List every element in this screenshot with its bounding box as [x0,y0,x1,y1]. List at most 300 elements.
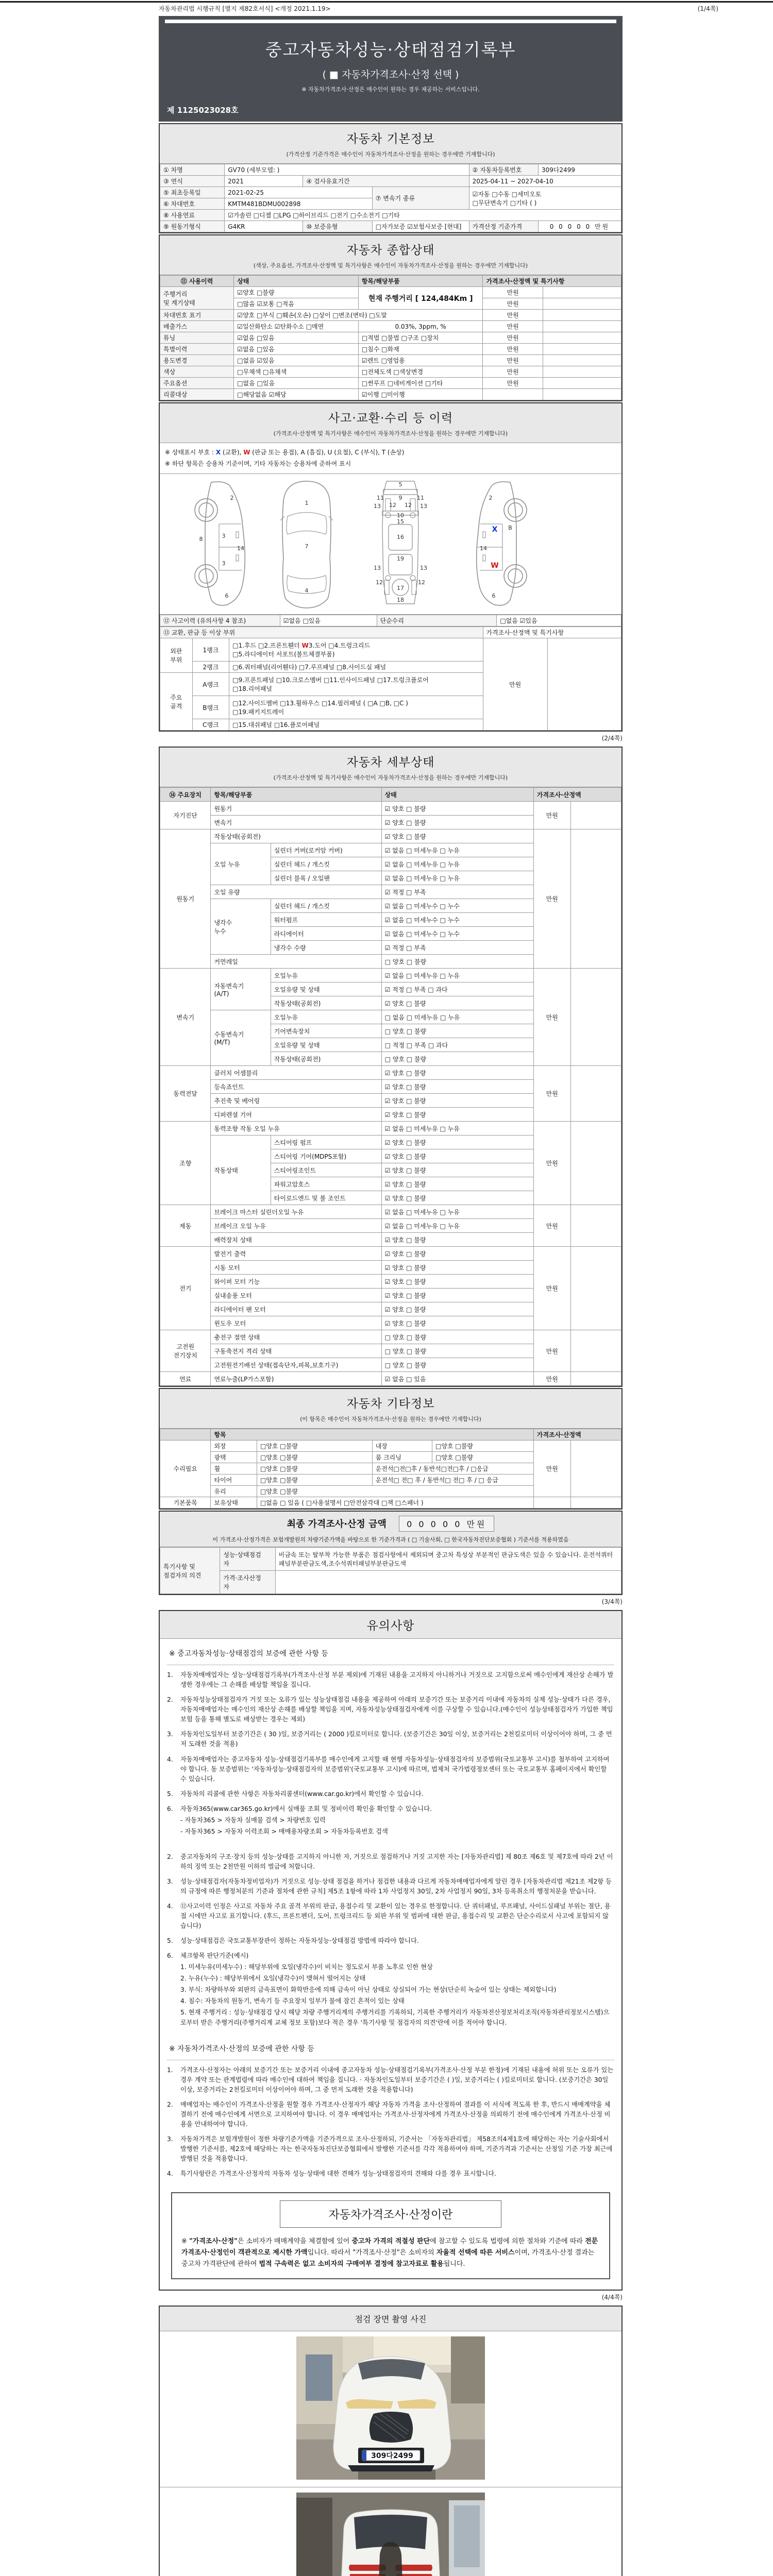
cell: 오일유량 및 상태 [271,1038,381,1052]
cell: ☑없음 □있음 [234,344,359,355]
cell: 브레이크 오일 누유 [211,1219,381,1233]
photo-rear-image [296,2493,485,2576]
cell: ☑ 없음 □ 미세누유 □ 누유 [381,1219,533,1233]
cell [483,389,543,400]
cell: 만원 [533,1330,570,1372]
basic-info-title: 자동차 기본정보 [346,132,435,146]
cell: 용도변경 [160,355,234,366]
cell: □많음 ☑보통 □적음 [234,298,359,310]
cell [533,1497,570,1509]
diagram-label: 13 [420,565,427,572]
cell: ☑자동 □수동 □세미오토 □무단변속기 □기타 ( ) [469,187,621,210]
document-number: 제 1125023028호 [167,106,239,115]
cell: ☑ 양호 □ 불량 [381,1177,533,1191]
cell: B랭크 [192,696,229,719]
diagram-label: 8 [199,536,203,543]
cell: ☑ 양호 □ 불량 [381,1275,533,1289]
cell: 2랭크 [192,662,229,673]
notice-sub1: ※ 중고자동차성능·상태점검의 보증에 관한 사항 등 [167,1642,614,1665]
cell: 항목/해당부품 [211,788,381,802]
cell: ⑪ 사용이력 [160,276,234,287]
section-basic-info [159,123,623,233]
diagram-label: 3 [222,560,226,567]
cell: 연료누출(LP가스포함) [211,1372,381,1386]
cell: □12.사이드멤버 □13.휠하우스 □14.필러패널 ( □A □B, □C ) □19.패키지트레이 [229,696,483,719]
top-view [280,481,333,608]
cell: 만원 [483,366,543,378]
cell: ☑ 양호 □ 불량 [381,1247,533,1261]
cell: □ 없음 □ 미세누유 □ 누유 [381,1010,533,1024]
cell [570,1122,621,1205]
cell: □침수 □화재 [358,344,483,355]
cell: 비금속 또는 탈부착 가능한 부품은 점검사항에서 제외되며 중고차 특성상 부분적인 판금도색은 있을 수 있습니다. 운전석쿼터패널부분판금도색,조수석쿼터패널부분판금도색 [275,1548,621,1571]
diagram-label: 10 [397,512,404,519]
cell: 냉각수 누수 [211,899,271,955]
cell: 2021-02-25 [225,187,372,198]
cell: 조향 [160,1122,211,1205]
cell [543,366,621,378]
notice-item: 1. 자동차매매업자는 성능·상태점검기록부(가격조사·산정 부분 제외)에 기재된 내용을 고지하지 아니하거나 거짓으로 고지함으로써 매수인에게 재산상 손해가 발생한 경우에는 그 손해를 배상할 책임을 집니다. [167,1671,614,1689]
cell: 냉각수 수량 [271,941,381,955]
diagram-label: 2 [489,495,493,502]
notice-list-1 [167,1670,614,1837]
page-marker-3: (3/4쪽) [601,1598,623,1606]
cell [543,378,621,389]
cell: 주요 골격 [160,673,193,731]
cell: ☑ 없음 □ 있음 [381,1372,533,1386]
cell: 1랭크 [192,638,229,662]
cell: 고전원전기배선 상태(접속단자,피복,보호기구) [211,1358,381,1372]
cell: 발전기 출력 [211,1247,381,1261]
diagram-label: 4 [305,587,309,595]
cell: □적법 □불법 □구조 □장치 [358,332,483,344]
cell: 원동기 [160,829,211,969]
cell: □자가보증 ☑보험사보증 [현대] [372,221,469,232]
cell: □없음 □ 있음 ( □사용설명서 □안전삼각대 □잭 □스패너 ) [257,1497,533,1509]
cell: 성능·상태점검 자 [220,1548,275,1571]
car-diagram [160,474,621,615]
cell: ☑ 양호 □ 불량 [381,996,533,1010]
detail-state-header [160,748,621,787]
cell: ☑ 없음 □ 미세누유 □ 누유 [381,969,533,982]
cell: 스티어링 기어(MDPS포함) [271,1149,381,1163]
cell: ⑥ 차대번호 [160,198,225,210]
cell: 휠 [211,1463,257,1475]
cell: ☑일산화탄소 ☑탄화수소 □매연 [234,321,359,332]
cell: A랭크 [192,673,229,696]
diagram-label: 6 [492,592,496,600]
diagram-label: W [491,562,499,570]
legend-line-2: ※ 하단 항목은 승용차 기준이며, 기타 자동차는 승용차에 준하여 표시 [165,460,351,467]
diagram-label: 17 [397,585,404,592]
basic-info-subtitle: (가격산정 기준가격은 매수인이 자동차가격조사·산정을 원하는 경우에만 기재합니다) [286,151,495,158]
detail-state-title: 자동차 세부상태 [346,756,435,770]
cell: ☑양호 □불량 [234,287,359,298]
cell: 차대번호 표기 [160,310,234,321]
cell: ⑨ 원동기형식 [160,221,225,232]
diagram-label: 11 [417,495,424,502]
diagram-label: 13 [374,565,381,572]
cell: 수리필요 [160,1440,211,1497]
cell: □없음 □있음 [234,378,359,389]
cell: 실린더 커버(로커암 커버) [271,843,381,857]
cell: 오일 유량 [211,885,381,899]
diagram-label: 7 [305,543,309,550]
accident-header [160,403,621,443]
cell: 동력전달 [160,1066,211,1122]
detail-state-subtitle: (가격조사·산정액 및 특기사항은 매수인이 자동차가격조사·산정을 원하는 경우에만 기재합니다) [273,774,508,782]
cell: ☑ 없음 □ 미세누유 □ 누유 [381,1205,533,1219]
cell: 만원 [483,344,543,355]
cell: ☑ 양호 □ 불량 [381,1066,533,1080]
notice-item: 1. 가격조사·산정자는 아래의 보증기간 또는 보증거리 이내에 중고자동차 성능·상태점검기록부(가격조사·산정 부분 한정)에 기재된 내용에 허위 또는 오류가 있는 경우 계약 또는 관계법령에 따라 매수인에 대하여 책임을 집니다. · 자동차인도일부터 보증기간은 ( )일, 보증거리는 ( )킬로미터로 합니다. (보증기간은 30일 이상, 보증거리는 2천킬로미터 이상이어야 하며, 그 중 먼저 도래한 것을 적용합니다) [167,2066,614,2093]
cell: ☑ 없음 □ 미세누유 □ 누유 [381,871,533,885]
diagram-label: 14 [480,545,487,552]
cell: □양호 □불량 [257,1463,372,1475]
cell: 커먼레일 [211,955,381,969]
cell: 윈도우 모터 [211,1316,381,1330]
cell: □양호 □불량 [257,1486,533,1497]
cell: ⑦ 변속기 종류 [372,187,469,210]
cell: 오일 누유 [211,843,271,885]
cell: ① 차명 [160,164,225,176]
cell: ☑ 적정 □ 부족 [381,941,533,955]
cell: 룸 크리닝 [372,1452,432,1463]
cell: 만원 [533,1440,570,1497]
cell: ☑이행 □미이행 [358,389,483,400]
cell: 가격산정 기준가격 [469,221,538,232]
cell: ☑ 양호 □ 불량 [381,829,533,843]
etc-info-table [160,1429,621,1509]
cell: ② 자동차등록번호 [469,164,538,176]
photo-rear [160,2487,621,2576]
cell: ☑가솔린 □디젤 □LPG □하이브리드 □전기 □수소전기 □기타 [225,210,621,221]
cell [543,355,621,366]
cell: 제동 [160,1205,211,1247]
cell: ☑ 없음 □ 미세누유 □ 누유 [381,1122,533,1136]
detail-state-table [160,787,621,1386]
cell: 가격조사·산정액 및 특기사항 [483,276,621,287]
final-price-note: 이 가격조사·산정가격은 보험개발원의 차량기준가액을 바탕으로 한 기준가격과 ( □ 기술사회, □ 한국자동차진단보증협회 ) 기준서를 적용하였음 [212,1536,569,1544]
notice-item: 3. 자동차가격은 보험개발원이 정한 차량기준가액을 기준가격으로 조사·산정하되, 기준서는 「자동차관리법」 제58조의4제1호에 해당하는 자는 기술사회에서 발행한 기준서를, 제2호에 해당하는 자는 한국자동차진단보증협회에서 발행한 기준서를 각각 적용하여야 하며, 기준가격과 기준서는 산정일 기준 가장 최근에 발행된 것을 적용합니다. [167,2135,613,2162]
cell: □썬루프 □네비게이션 □기타 [358,378,483,389]
cell: 유리 [211,1486,257,1497]
cell: 실린더 헤드 / 개스킷 [271,899,381,913]
cell: ☑ 양호 □ 불량 [381,802,533,816]
cell: 만원 [483,298,543,310]
section-photos [159,2306,623,2576]
cell: □ 양호 □ 불량 [381,1358,533,1372]
notice-list-2 [167,1852,614,2028]
accident-title: 사고·교환·수리 등 이력 [328,412,453,425]
cell: ☑ 없음 □ 미세누수 □ 누수 [381,899,533,913]
document-subtitle: ( ■ 자동차가격조사·산정 선택 ) [322,69,459,80]
cell: 만원 [483,378,543,389]
diagram-label: 19 [397,555,404,563]
side-view-right [477,482,527,605]
cell: 현재 주행거리 [ 124,484Km ] [358,287,483,310]
notice-title: 유의사항 [366,1619,415,1633]
notice-item: 2. 중고자동차의 구조·장치 등의 성능·상태를 고지하지 아니한 자, 거짓으로 점검하거나 거짓 고지한 자는 [자동차관리법] 제 80조 제6호 및 제7호에 따라 2년 이하의 징역 또는 2천만원 이하의 벌금에 처합니다. [167,1853,613,1870]
notice-item: 3. 자동차인도일부터 보증기간은 ( 30 )일, 보증거리는 ( 2000 )킬로미터로 합니다. (보증기간은 30일 이상, 보증거리는 2천킬로미터 이상이어야 하며, 그 중 먼저 도래한 것을 적용) [167,1731,612,1748]
diagram-label: 9 [398,495,402,502]
diagram-label: 12 [389,502,396,509]
diagram-label: 11 [377,495,384,502]
diagram-label: 1 [305,500,309,507]
cell: 만원 [533,1247,570,1330]
cell: □ 양호 □ 불량 [381,1344,533,1358]
notice-list-3 [167,2065,614,2179]
cell: 시동 모터 [211,1261,381,1275]
side-view-left [195,482,245,605]
cell: 오일누유 [271,1010,381,1024]
diagram-label: 13 [374,503,381,510]
cell: 가격조사·산정액 [533,1429,621,1440]
cell: 배출가스 [160,321,234,332]
cell: ☑없음 □있음 [234,332,359,344]
cell: ③ 연식 [160,176,225,187]
cell: ☑ 양호 □ 불량 [381,1289,533,1302]
cell: ⑩ 보증유형 [303,221,372,232]
cell: 기본품목 [160,1497,211,1509]
diagram-label: 14 [237,545,244,552]
cell: 오일누유 [271,969,381,982]
diagram-label: X [492,526,498,534]
page-marker-4: (4/4쪽) [601,2294,623,2301]
cell: 만원 [533,1066,570,1122]
cell: 배력장치 상태 [211,1233,381,1247]
cell: 보유상태 [211,1497,257,1509]
form-reference: 자동차관리법 시행규칙 [별지 제82호서식] <개정 2021.1.19> [159,5,331,12]
cell [543,332,621,344]
cell: □ 적정 □ 부족 □ 과다 [381,1038,533,1052]
cell: □양호 □불량 [257,1452,372,1463]
notice-item: 4. 자동차매매업자는 중고자동차 성능·상태점검기록부를 매수인에게 고지할 때 현행 자동차성능·상태점검자의 보증범위(국토교통부 고시)를 첨부하여 고지하여야 합니다. 동 보증범위는 '자동차성능·상태점검자의 보증범위'(국토교통부 고시)에 따르며, 법제처 국가법령정보센터 또는 국토교통부 홈페이지에서 확인할 수 있습니다. [167,1755,610,1783]
notice-header [160,1611,621,1639]
cell: 라디에이터 팬 모터 [211,1302,381,1316]
cell: □ 양호 □ 불량 [381,955,533,969]
final-price-bar [159,1511,623,1547]
etc-info-title: 자동차 기타정보 [346,1397,435,1411]
cell: □없음 ☑있음 [497,615,621,626]
cell: 만원 [533,1122,570,1205]
diagram-label: B [508,524,512,532]
cell: □9.프론트패널 □10.크로스멤버 □11.인사이드패널 □17.트렁크플로어 □18.리어패널 [229,673,483,696]
cell: □양호 □불량 [257,1440,372,1452]
cell: □양호 □불량 [432,1452,534,1463]
diagram-label: 16 [397,534,404,541]
cell: GV70 (세부모델: ) [225,164,469,176]
cell: 와이퍼 모터 기능 [211,1275,381,1289]
cell [570,1372,621,1386]
cell: 브레이크 마스터 실린더오일 누유 [211,1205,381,1219]
diagram-label: 5 [398,481,402,488]
notice-item: 4. ⑫사고이력 인정은 사고로 자동차 주요 골격 부위의 판금, 용접수리 및 교환이 있는 경우로 한정합니다. 단 쿼터패널, 루프패널, 사이드실패널 부위는 절단, 용접 시에만 사고로 표기합니다. (후드, 프론트펜더, 도어, 트렁크리드 등 외판 부위 및 범퍼에 대한 판금, 용접수리 및 교환은 단순수리로서 사고에 포함되지 않습니다) [167,1903,611,1930]
cell: ☑ 없음 □ 미세누수 □ 누수 [381,927,533,941]
cell: 동력조향 작동 오일 누유 [211,1122,381,1136]
cell: 작동상태(공회전) [211,829,381,843]
cell: 만원 [483,321,543,332]
cell: 디퍼렌셜 기어 [211,1108,381,1122]
diagram-label: 6 [225,592,229,600]
cell: 만원 [483,332,543,344]
cell: 실린더 블록 / 오일팬 [271,871,381,885]
cell: C랭크 [192,719,229,731]
notice-item: 6. 자동차365(www.car365.go.kr)에서 실매물 조회 및 정비이력 확인을 확인할 수 있습니다. - 자동차365 > 자동차 실매물 검색 > 차량번호 입력 - 자동차365 > 자동차 이력조회 > 매매용차량조회 > 자동차등록번호 검색 [167,1805,432,1835]
cell: 단순수리 [377,615,497,626]
diagram-label: 2 [230,495,234,502]
state-symbol-legend [160,443,621,474]
cell: 항목/해당부품 [358,276,483,287]
cell: 타이로드엔드 및 볼 조인트 [271,1191,381,1205]
cell: 전기 [160,1247,211,1330]
cell [275,1571,621,1594]
cell: KMTM481BDMU002898 [225,198,372,210]
cell: 기어변속장치 [271,1024,381,1038]
notice-sub2: ※ 자동차가격조사·산정의 보증에 관한 사항 등 [167,2037,614,2060]
cell: 작동상태(공회전) [271,1052,381,1066]
cell: ⑧ 사용연료 [160,210,225,221]
cell: 특별이력 [160,344,234,355]
page-marker-1: (1/4쪽) [697,5,718,12]
cell: 만원 [483,638,547,731]
cell: 0 0 0 0 0 만원 [538,221,621,232]
cell: 수동변속기 (M/T) [211,1010,271,1066]
cell: ☑렌트 □영업용 [358,355,483,366]
cell: 주행거리 및 계기상태 [160,287,234,310]
cell [570,969,621,1066]
cell [543,298,621,310]
cell: 라디에이터 [271,927,381,941]
cell: 만원 [533,969,570,1066]
cell [543,344,621,355]
cell: 가격·조사산정 자 [220,1571,275,1594]
cell: 309다2499 [538,164,621,176]
section-etc-info [159,1388,623,1510]
notice-item: 2. 매매업자는 매수인이 가격조사·산정을 원할 경우 가격조사·산정자가 해당 자동차 가격을 조사·산정하여 결과를 이 서식에 적도록 한 후, 반드시 매매계약을 체결하기 전에 매수인에게 서면으로 고지하여야 합니다. 이 경우 매매업자는 가격조사·산정자에게 가격조사·산정을 의뢰하기 전에 매수인에게 가격조사·산정 비용을 안내하여야 합니다. [167,2100,611,2128]
exchange-panel-table [160,626,621,731]
cell: □양호 □불량 [257,1475,372,1486]
cell: □전체도색 □색상변경 [358,366,483,378]
cell: □양호 □불량 [432,1440,534,1452]
section-notice [159,1610,623,2291]
diagram-label: 15 [397,518,404,526]
inspector-opinion-table [160,1547,621,1594]
cell: 항목 [211,1429,533,1440]
section-inspector-opinion [159,1547,623,1595]
cell: 추진축 및 베어링 [211,1094,381,1108]
cell [570,1205,621,1247]
cell: 고전원 전기장치 [160,1330,211,1372]
cell [543,287,621,298]
cell [160,1429,211,1440]
cell: □없음 ☑있음 [234,355,359,366]
etc-info-header [160,1389,621,1429]
photo-front-image [296,2336,485,2480]
cell: ④ 검사유효기간 [303,176,469,187]
cell: 내장 [372,1440,432,1452]
page-marker-2: (2/4쪽) [601,735,623,742]
cell: ☑ 양호 □ 불량 [381,816,533,829]
document-title-header [159,16,623,122]
cell: 만원 [533,1372,570,1386]
cell: 2025-04-11 ~ 2027-04-10 [469,176,621,187]
cell: 스티어링조인트 [271,1163,381,1177]
cell: ☑ 양호 □ 불량 [381,1233,533,1247]
cell: 2021 [225,176,303,187]
photos-title: 점검 장면 촬영 사진 [160,2307,621,2331]
photo-front [160,2331,621,2487]
cell: □무채색 □유채색 [234,366,359,378]
cell: ☑ 양호 □ 불량 [381,1149,533,1163]
cell: 등속죠인트 [211,1080,381,1094]
cell: □해당없음 ☑해당 [234,389,359,400]
cell: 자동변속기 (A/T) [211,969,271,1010]
price-survey-box-title: 자동차가격조사·산정이란 [280,2200,501,2228]
cell: 만원 [483,310,543,321]
cell [570,802,621,829]
car-diagram-svg [160,477,621,609]
cell: 워터펌프 [271,913,381,927]
cell: ☑ 양호 □ 불량 [381,1163,533,1177]
accident-subtitle: (가격조사·산정액 및 특기사항은 매수인이 자동차가격조사·산정을 원하는 경우에만 기재합니다) [273,430,508,437]
cell [570,1247,621,1330]
cell: ☑ 적정 □ 부족 [381,885,533,899]
section-accident-history [159,402,623,732]
cell: 충전구 절연 상태 [211,1330,381,1344]
cell: 외장 [211,1440,257,1452]
cell [570,1440,621,1497]
cell: 작동상태 [211,1136,271,1205]
cell: 상태 [234,276,359,287]
cell: 광택 [211,1452,257,1463]
front-license-plate: 309다2499 [371,2452,413,2461]
cell: □15.대쉬패널 □16.플로어패널 [229,719,483,731]
cell: ☑ 양호 □ 불량 [381,1316,533,1330]
cell: 외판 부위 [160,638,193,673]
cell: 만원 [533,829,570,969]
notice-body [160,1639,621,2290]
cell: ☑ 양호 □ 불량 [381,1080,533,1094]
cell: ☑ 양호 □ 불량 [381,1108,533,1122]
cell: 색상 [160,366,234,378]
basic-info-header [160,124,621,164]
cell: 작동상태(공회전) [271,996,381,1010]
top-border-line [0,1,773,3]
cell: ☑ 양호 □ 불량 [381,1261,533,1275]
notice-item: 3. 성능·상태점검자(자동차정비업자)가 거짓으로 성능·상태 점검을 하거나 점검한 내용과 다르게 자동차매매업자에게 알린 경우 [자동차관리법 제21조 제2항 등의 규정에 따른 행정처분의 기준과 절차에 관한 규칙] 제5조 1항에 따라 1차 사업정지 30일, 2차 사업정지 90일, 3차 등록취소의 행정처분을 받습니다. [167,1877,612,1895]
diagram-label: 13 [420,503,427,510]
cell [570,829,621,969]
cell: 만원 [533,802,570,829]
cell: 만원 [483,355,543,366]
cell: 튜닝 [160,332,234,344]
cell: 실린더 헤드 / 개스킷 [271,857,381,871]
price-survey-info-box [171,2192,610,2279]
cell: 상태 [381,788,533,802]
cell [570,1066,621,1122]
cell: 실내송풍 모터 [211,1289,381,1302]
cell: G4KR [225,221,303,232]
cell: ☑ 없음 □ 미세누수 □ 누수 [381,913,533,927]
cell: 변속기 [211,816,381,829]
cell: □ 양호 □ 불량 [381,1024,533,1038]
cell: 리콜대상 [160,389,234,400]
cell [543,321,621,332]
accident-history-row [160,615,621,626]
basic-info-table [160,164,621,232]
cell: 운전석□ 전□ 후 / 동반석□ 전□ 후 / □ 응급 [372,1475,533,1486]
